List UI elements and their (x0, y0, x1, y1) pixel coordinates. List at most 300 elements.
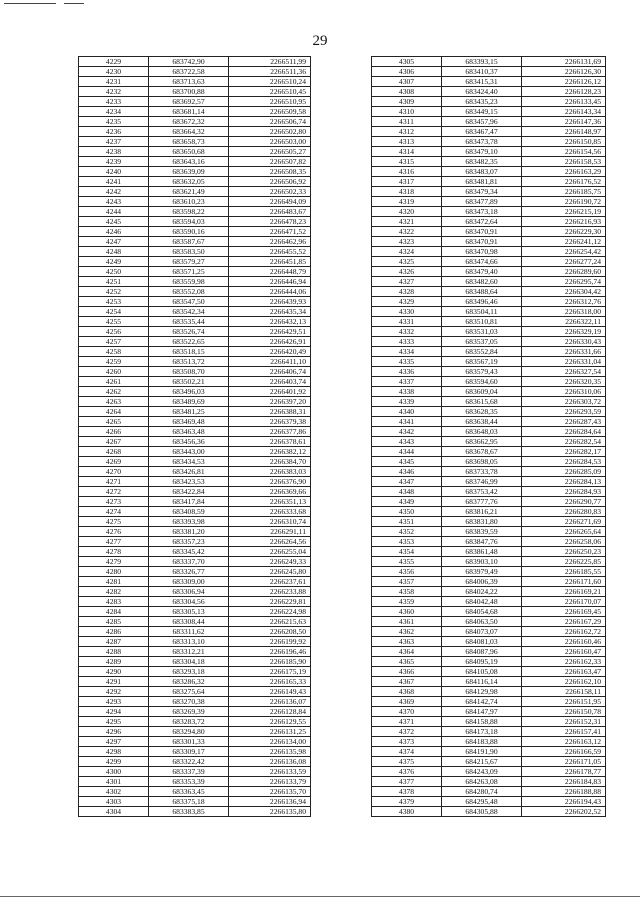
table-row (372, 467, 606, 477)
table-row (79, 257, 311, 267)
point-number-cell: 4290 (79, 667, 149, 677)
x-coordinate-cell: 683816,21 (442, 507, 522, 517)
table-row (79, 577, 311, 587)
x-coordinate-cell: 683508,70 (149, 367, 229, 377)
point-number-cell: 4298 (79, 747, 149, 757)
table-row (79, 67, 311, 77)
table-row (79, 357, 311, 367)
y-coordinate-cell: 2266282,54 (522, 437, 606, 447)
point-number-cell: 4234 (79, 107, 149, 117)
point-number-cell: 4262 (79, 387, 149, 397)
y-coordinate-cell: 2266271,69 (522, 517, 606, 527)
x-coordinate-cell: 683473,18 (442, 207, 522, 217)
y-coordinate-cell: 2266426,91 (229, 337, 311, 347)
x-coordinate-cell: 683672,32 (149, 117, 229, 127)
y-coordinate-cell: 2266331,04 (522, 357, 606, 367)
table-row (372, 587, 606, 597)
table-row (372, 487, 606, 497)
x-coordinate-cell: 684024,22 (442, 587, 522, 597)
x-coordinate-cell: 683522,65 (149, 337, 229, 347)
point-number-cell: 4301 (79, 777, 149, 787)
point-number-cell: 4320 (372, 207, 442, 217)
y-coordinate-cell: 2266171,05 (522, 757, 606, 767)
point-number-cell: 4239 (79, 157, 149, 167)
point-number-cell: 4334 (372, 347, 442, 357)
y-coordinate-cell: 2266351,13 (229, 497, 311, 507)
point-number-cell: 4306 (372, 67, 442, 77)
table-row (79, 237, 311, 247)
point-number-cell: 4265 (79, 417, 149, 427)
y-coordinate-cell: 2266310,74 (229, 517, 311, 527)
x-coordinate-cell: 683979,49 (442, 567, 522, 577)
x-coordinate-cell: 683426,81 (149, 467, 229, 477)
table-row (79, 507, 311, 517)
x-coordinate-cell: 683513,72 (149, 357, 229, 367)
table-row (372, 117, 606, 127)
x-coordinate-cell: 684073,07 (442, 627, 522, 637)
x-coordinate-cell: 683294,80 (149, 727, 229, 737)
y-coordinate-cell: 2266507,82 (229, 157, 311, 167)
table-row (372, 797, 606, 807)
table-row (79, 647, 311, 657)
table-row (79, 157, 311, 167)
point-number-cell: 4249 (79, 257, 149, 267)
table-row (79, 597, 311, 607)
y-coordinate-cell: 2266224,98 (229, 607, 311, 617)
point-number-cell: 4246 (79, 227, 149, 237)
y-coordinate-cell: 2266494,09 (229, 197, 311, 207)
point-number-cell: 4373 (372, 737, 442, 747)
point-number-cell: 4324 (372, 247, 442, 257)
table-row (372, 217, 606, 227)
table-row (372, 507, 606, 517)
table-row (372, 347, 606, 357)
x-coordinate-cell: 684158,88 (442, 717, 522, 727)
x-coordinate-cell: 683381,20 (149, 527, 229, 537)
point-number-cell: 4350 (372, 507, 442, 517)
x-coordinate-cell: 683410,37 (442, 67, 522, 77)
x-coordinate-cell: 683309,00 (149, 577, 229, 587)
table-row (79, 127, 311, 137)
point-number-cell: 4274 (79, 507, 149, 517)
y-coordinate-cell: 2266215,63 (229, 617, 311, 627)
table-row (372, 67, 606, 77)
table-row (372, 317, 606, 327)
point-number-cell: 4251 (79, 277, 149, 287)
table-row (372, 77, 606, 87)
point-number-cell: 4302 (79, 787, 149, 797)
table-row (372, 657, 606, 667)
y-coordinate-cell: 2266511,99 (229, 57, 311, 67)
point-number-cell: 4261 (79, 377, 149, 387)
point-number-cell: 4272 (79, 487, 149, 497)
point-number-cell: 4338 (372, 387, 442, 397)
point-number-cell: 4233 (79, 97, 149, 107)
y-coordinate-cell: 2266149,43 (229, 687, 311, 697)
y-coordinate-cell: 2266284,13 (522, 477, 606, 487)
x-coordinate-cell: 683463,48 (149, 427, 229, 437)
table-row (372, 747, 606, 757)
y-coordinate-cell: 2266175,19 (229, 667, 311, 677)
table-row (372, 717, 606, 727)
y-coordinate-cell: 2266502,80 (229, 127, 311, 137)
point-number-cell: 4245 (79, 217, 149, 227)
table-row (79, 347, 311, 357)
x-coordinate-cell: 683579,43 (442, 367, 522, 377)
x-coordinate-cell: 683587,67 (149, 237, 229, 247)
y-coordinate-cell: 2266170,07 (522, 597, 606, 607)
table-row (79, 247, 311, 257)
y-coordinate-cell: 2266411,10 (229, 357, 311, 367)
table-row (372, 727, 606, 737)
point-number-cell: 4345 (372, 457, 442, 467)
y-coordinate-cell: 2266143,34 (522, 107, 606, 117)
point-number-cell: 4230 (79, 67, 149, 77)
x-coordinate-cell: 683363,45 (149, 787, 229, 797)
table-row (79, 327, 311, 337)
y-coordinate-cell: 2266151,95 (522, 697, 606, 707)
point-number-cell: 4271 (79, 477, 149, 487)
table-row (79, 797, 311, 807)
point-number-cell: 4325 (372, 257, 442, 267)
point-number-cell: 4322 (372, 227, 442, 237)
point-number-cell: 4317 (372, 177, 442, 187)
x-coordinate-cell: 683742,90 (149, 57, 229, 67)
point-number-cell: 4377 (372, 777, 442, 787)
x-coordinate-cell: 683322,42 (149, 757, 229, 767)
point-number-cell: 4305 (372, 57, 442, 67)
y-coordinate-cell: 2266188,88 (522, 787, 606, 797)
table-row (79, 557, 311, 567)
table-row (372, 367, 606, 377)
y-coordinate-cell: 2266184,83 (522, 777, 606, 787)
x-coordinate-cell: 683286,32 (149, 677, 229, 687)
table-row (79, 567, 311, 577)
x-coordinate-cell: 683638,44 (442, 417, 522, 427)
table-row (79, 637, 311, 647)
y-coordinate-cell: 2266147,36 (522, 117, 606, 127)
table-row (79, 527, 311, 537)
point-number-cell: 4237 (79, 137, 149, 147)
table-row (79, 217, 311, 227)
y-coordinate-cell: 2266245,80 (229, 567, 311, 577)
x-coordinate-cell: 683609,04 (442, 387, 522, 397)
table-row (372, 147, 606, 157)
table-row (372, 397, 606, 407)
table-row (372, 787, 606, 797)
x-coordinate-cell: 684183,88 (442, 737, 522, 747)
x-coordinate-cell: 684116,14 (442, 677, 522, 687)
table-row (372, 377, 606, 387)
point-number-cell: 4323 (372, 237, 442, 247)
x-coordinate-cell: 683312,21 (149, 647, 229, 657)
y-coordinate-cell: 2266258,06 (522, 537, 606, 547)
table-row (79, 387, 311, 397)
table-row (372, 387, 606, 397)
point-number-cell: 4356 (372, 567, 442, 577)
table-row (79, 117, 311, 127)
x-coordinate-cell: 683496,46 (442, 297, 522, 307)
table-row (79, 587, 311, 597)
y-coordinate-cell: 2266178,77 (522, 767, 606, 777)
x-coordinate-cell: 683547,50 (149, 297, 229, 307)
table-row (372, 257, 606, 267)
x-coordinate-cell: 683861,48 (442, 547, 522, 557)
table-row (79, 687, 311, 697)
point-number-cell: 4304 (79, 807, 149, 817)
y-coordinate-cell: 2266148,97 (522, 127, 606, 137)
y-coordinate-cell: 2266429,51 (229, 327, 311, 337)
point-number-cell: 4367 (372, 677, 442, 687)
y-coordinate-cell: 2266135,70 (229, 787, 311, 797)
y-coordinate-cell: 2266310,06 (522, 387, 606, 397)
x-coordinate-cell: 683270,38 (149, 697, 229, 707)
x-coordinate-cell: 683542,34 (149, 307, 229, 317)
point-number-cell: 4279 (79, 557, 149, 567)
x-coordinate-cell: 683903,10 (442, 557, 522, 567)
table-row (372, 447, 606, 457)
table-row (79, 777, 311, 787)
point-number-cell: 4311 (372, 117, 442, 127)
y-coordinate-cell: 2266330,43 (522, 337, 606, 347)
y-coordinate-cell: 2266126,12 (522, 77, 606, 87)
y-coordinate-cell: 2266511,36 (229, 67, 311, 77)
x-coordinate-cell: 683304,56 (149, 597, 229, 607)
y-coordinate-cell: 2266133,45 (522, 97, 606, 107)
table-row (79, 427, 311, 437)
table-row (372, 767, 606, 777)
point-number-cell: 4289 (79, 657, 149, 667)
y-coordinate-cell: 2266508,35 (229, 167, 311, 177)
table-row (79, 77, 311, 87)
y-coordinate-cell: 2266280,83 (522, 507, 606, 517)
table-row (79, 147, 311, 157)
table-row (79, 167, 311, 177)
table-row (372, 517, 606, 527)
table-row (79, 707, 311, 717)
y-coordinate-cell: 2266216,93 (522, 217, 606, 227)
point-number-cell: 4321 (372, 217, 442, 227)
table-row (372, 297, 606, 307)
point-number-cell: 4344 (372, 447, 442, 457)
x-coordinate-cell: 683393,98 (149, 517, 229, 527)
y-coordinate-cell: 2266282,17 (522, 447, 606, 457)
table-row (79, 97, 311, 107)
point-number-cell: 4241 (79, 177, 149, 187)
x-coordinate-cell: 683393,15 (442, 57, 522, 67)
point-number-cell: 4357 (372, 577, 442, 587)
y-coordinate-cell: 2266384,70 (229, 457, 311, 467)
point-number-cell: 4284 (79, 607, 149, 617)
point-number-cell: 4376 (372, 767, 442, 777)
table-row (372, 357, 606, 367)
table-row (79, 317, 311, 327)
table-row (372, 497, 606, 507)
table-row (79, 297, 311, 307)
x-coordinate-cell: 683479,40 (442, 267, 522, 277)
y-coordinate-cell: 2266277,24 (522, 257, 606, 267)
y-coordinate-cell: 2266254,42 (522, 247, 606, 257)
table-row (79, 627, 311, 637)
point-number-cell: 4379 (372, 797, 442, 807)
y-coordinate-cell: 2266327,54 (522, 367, 606, 377)
table-row (372, 607, 606, 617)
x-coordinate-cell: 683496,03 (149, 387, 229, 397)
point-number-cell: 4232 (79, 87, 149, 97)
table-row (79, 137, 311, 147)
x-coordinate-cell: 683692,57 (149, 97, 229, 107)
table-row (79, 407, 311, 417)
x-coordinate-cell: 683535,44 (149, 317, 229, 327)
x-coordinate-cell: 683305,13 (149, 607, 229, 617)
table-row (79, 697, 311, 707)
y-coordinate-cell: 2266136,07 (229, 697, 311, 707)
point-number-cell: 4299 (79, 757, 149, 767)
table-row (372, 617, 606, 627)
table-row (79, 607, 311, 617)
y-coordinate-cell: 2266312,76 (522, 297, 606, 307)
y-coordinate-cell: 2266506,92 (229, 177, 311, 187)
x-coordinate-cell: 683434,53 (149, 457, 229, 467)
point-number-cell: 4231 (79, 77, 149, 87)
point-number-cell: 4366 (372, 667, 442, 677)
table-row (372, 97, 606, 107)
table-row (79, 667, 311, 677)
x-coordinate-cell: 683470,91 (442, 227, 522, 237)
table-row (372, 307, 606, 317)
y-coordinate-cell: 2266150,85 (522, 137, 606, 147)
y-coordinate-cell: 2266510,24 (229, 77, 311, 87)
y-coordinate-cell: 2266135,98 (229, 747, 311, 757)
point-number-cell: 4310 (372, 107, 442, 117)
x-coordinate-cell: 683552,08 (149, 287, 229, 297)
table-row (372, 267, 606, 277)
x-coordinate-cell: 683518,15 (149, 347, 229, 357)
y-coordinate-cell: 2266129,55 (229, 717, 311, 727)
table-row (79, 547, 311, 557)
table-row (79, 807, 311, 817)
table-row (372, 637, 606, 647)
point-number-cell: 4351 (372, 517, 442, 527)
x-coordinate-cell: 683417,84 (149, 497, 229, 507)
point-number-cell: 4275 (79, 517, 149, 527)
point-number-cell: 4288 (79, 647, 149, 657)
table-row (79, 177, 311, 187)
y-coordinate-cell: 2266401,92 (229, 387, 311, 397)
y-coordinate-cell: 2266162,33 (522, 657, 606, 667)
table-row (79, 787, 311, 797)
y-coordinate-cell: 2266157,41 (522, 727, 606, 737)
x-coordinate-cell: 683681,14 (149, 107, 229, 117)
y-coordinate-cell: 2266185,75 (522, 187, 606, 197)
table-row (372, 417, 606, 427)
table-row (372, 277, 606, 287)
x-coordinate-cell: 683293,18 (149, 667, 229, 677)
table-row (372, 57, 606, 67)
point-number-cell: 4277 (79, 537, 149, 547)
y-coordinate-cell: 2266167,29 (522, 617, 606, 627)
x-coordinate-cell: 684095,19 (442, 657, 522, 667)
x-coordinate-cell: 683590,16 (149, 227, 229, 237)
y-coordinate-cell: 2266152,31 (522, 717, 606, 727)
y-coordinate-cell: 2266176,52 (522, 177, 606, 187)
y-coordinate-cell: 2266451,85 (229, 257, 311, 267)
x-coordinate-cell: 683479,10 (442, 147, 522, 157)
point-number-cell: 4353 (372, 537, 442, 547)
table-row (372, 227, 606, 237)
point-number-cell: 4347 (372, 477, 442, 487)
x-coordinate-cell: 683504,11 (442, 307, 522, 317)
x-coordinate-cell: 683269,39 (149, 707, 229, 717)
y-coordinate-cell: 2266406,74 (229, 367, 311, 377)
point-number-cell: 4364 (372, 647, 442, 657)
y-coordinate-cell: 2266284,93 (522, 487, 606, 497)
table-row (372, 287, 606, 297)
point-number-cell: 4278 (79, 547, 149, 557)
point-number-cell: 4252 (79, 287, 149, 297)
x-coordinate-cell: 683662,95 (442, 437, 522, 447)
x-coordinate-cell: 683313,10 (149, 637, 229, 647)
y-coordinate-cell: 2266255,04 (229, 547, 311, 557)
y-coordinate-cell: 2266377,86 (229, 427, 311, 437)
x-coordinate-cell: 683470,91 (442, 237, 522, 247)
y-coordinate-cell: 2266158,11 (522, 687, 606, 697)
y-coordinate-cell: 2266265,64 (522, 527, 606, 537)
table-row (79, 57, 311, 67)
point-number-cell: 4229 (79, 57, 149, 67)
x-coordinate-cell: 683510,81 (442, 317, 522, 327)
y-coordinate-cell: 2266162,72 (522, 627, 606, 637)
point-number-cell: 4341 (372, 417, 442, 427)
y-coordinate-cell: 2266432,13 (229, 317, 311, 327)
table-row (79, 377, 311, 387)
table-row (79, 497, 311, 507)
table-row (79, 207, 311, 217)
y-coordinate-cell: 2266376,90 (229, 477, 311, 487)
y-coordinate-cell: 2266134,00 (229, 737, 311, 747)
point-number-cell: 4314 (372, 147, 442, 157)
x-coordinate-cell: 683472,64 (442, 217, 522, 227)
point-number-cell: 4330 (372, 307, 442, 317)
point-number-cell: 4300 (79, 767, 149, 777)
y-coordinate-cell: 2266241,12 (522, 237, 606, 247)
table-row (372, 427, 606, 437)
point-number-cell: 4266 (79, 427, 149, 437)
x-coordinate-cell: 683443,00 (149, 447, 229, 457)
y-coordinate-cell: 2266510,45 (229, 87, 311, 97)
x-coordinate-cell: 683304,18 (149, 657, 229, 667)
table-row (79, 287, 311, 297)
point-number-cell: 4312 (372, 127, 442, 137)
point-number-cell: 4337 (372, 377, 442, 387)
y-coordinate-cell: 2266287,43 (522, 417, 606, 427)
x-coordinate-cell: 683650,68 (149, 147, 229, 157)
x-coordinate-cell: 683275,64 (149, 687, 229, 697)
table-row (372, 157, 606, 167)
x-coordinate-cell: 683713,63 (149, 77, 229, 87)
y-coordinate-cell: 2266131,25 (229, 727, 311, 737)
table-row (372, 207, 606, 217)
x-coordinate-cell: 683583,50 (149, 247, 229, 257)
point-number-cell: 4296 (79, 727, 149, 737)
y-coordinate-cell: 2266478,23 (229, 217, 311, 227)
y-coordinate-cell: 2266171,60 (522, 577, 606, 587)
x-coordinate-cell: 683678,67 (442, 447, 522, 457)
point-number-cell: 4380 (372, 807, 442, 817)
x-coordinate-cell: 683357,23 (149, 537, 229, 547)
y-coordinate-cell: 2266165,33 (229, 677, 311, 687)
y-coordinate-cell: 2266131,69 (522, 57, 606, 67)
